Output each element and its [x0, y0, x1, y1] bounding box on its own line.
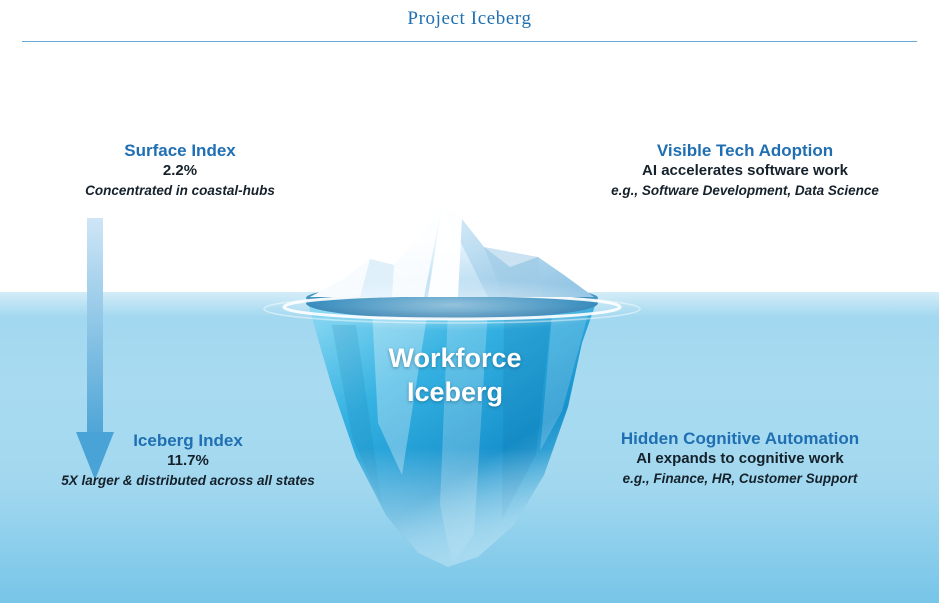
callout-surface-index [30, 140, 330, 200]
callout-hidden-cognitive-automation-note: e.g., Finance, HR, Customer Support [622, 471, 858, 486]
callout-surface-index-heading: Surface Index [124, 141, 236, 160]
callout-surface-index-value: 2.2% [162, 162, 198, 179]
callout-visible-tech-adoption-note: e.g., Software Development, Data Science [611, 183, 879, 198]
callout-hidden-cognitive-automation-value: AI expands to cognitive work [636, 450, 844, 467]
iceberg-center-label-line2: Iceberg [406, 377, 504, 407]
page-title-text: Project Iceberg [407, 8, 532, 29]
callout-visible-tech-adoption [580, 140, 910, 200]
callout-hidden-cognitive-automation [570, 428, 910, 488]
callout-iceberg-index-heading: Iceberg Index [133, 431, 243, 450]
iceberg-center-label-line1: Workforce [388, 343, 522, 373]
callout-hidden-cognitive-automation-heading: Hidden Cognitive Automation [620, 429, 860, 448]
callout-iceberg-index [18, 430, 358, 490]
callout-surface-index-note: Concentrated in coastal-hubs [85, 183, 275, 198]
callout-visible-tech-adoption-heading: Visible Tech Adoption [656, 141, 834, 160]
title-divider [22, 41, 917, 42]
iceberg-center-label [330, 341, 580, 409]
callout-iceberg-index-note: 5X larger & distributed across all states [61, 473, 315, 488]
callout-iceberg-index-value: 11.7% [167, 452, 209, 469]
callout-visible-tech-adoption-value: AI accelerates software work [642, 162, 848, 179]
page-title [0, 8, 939, 30]
